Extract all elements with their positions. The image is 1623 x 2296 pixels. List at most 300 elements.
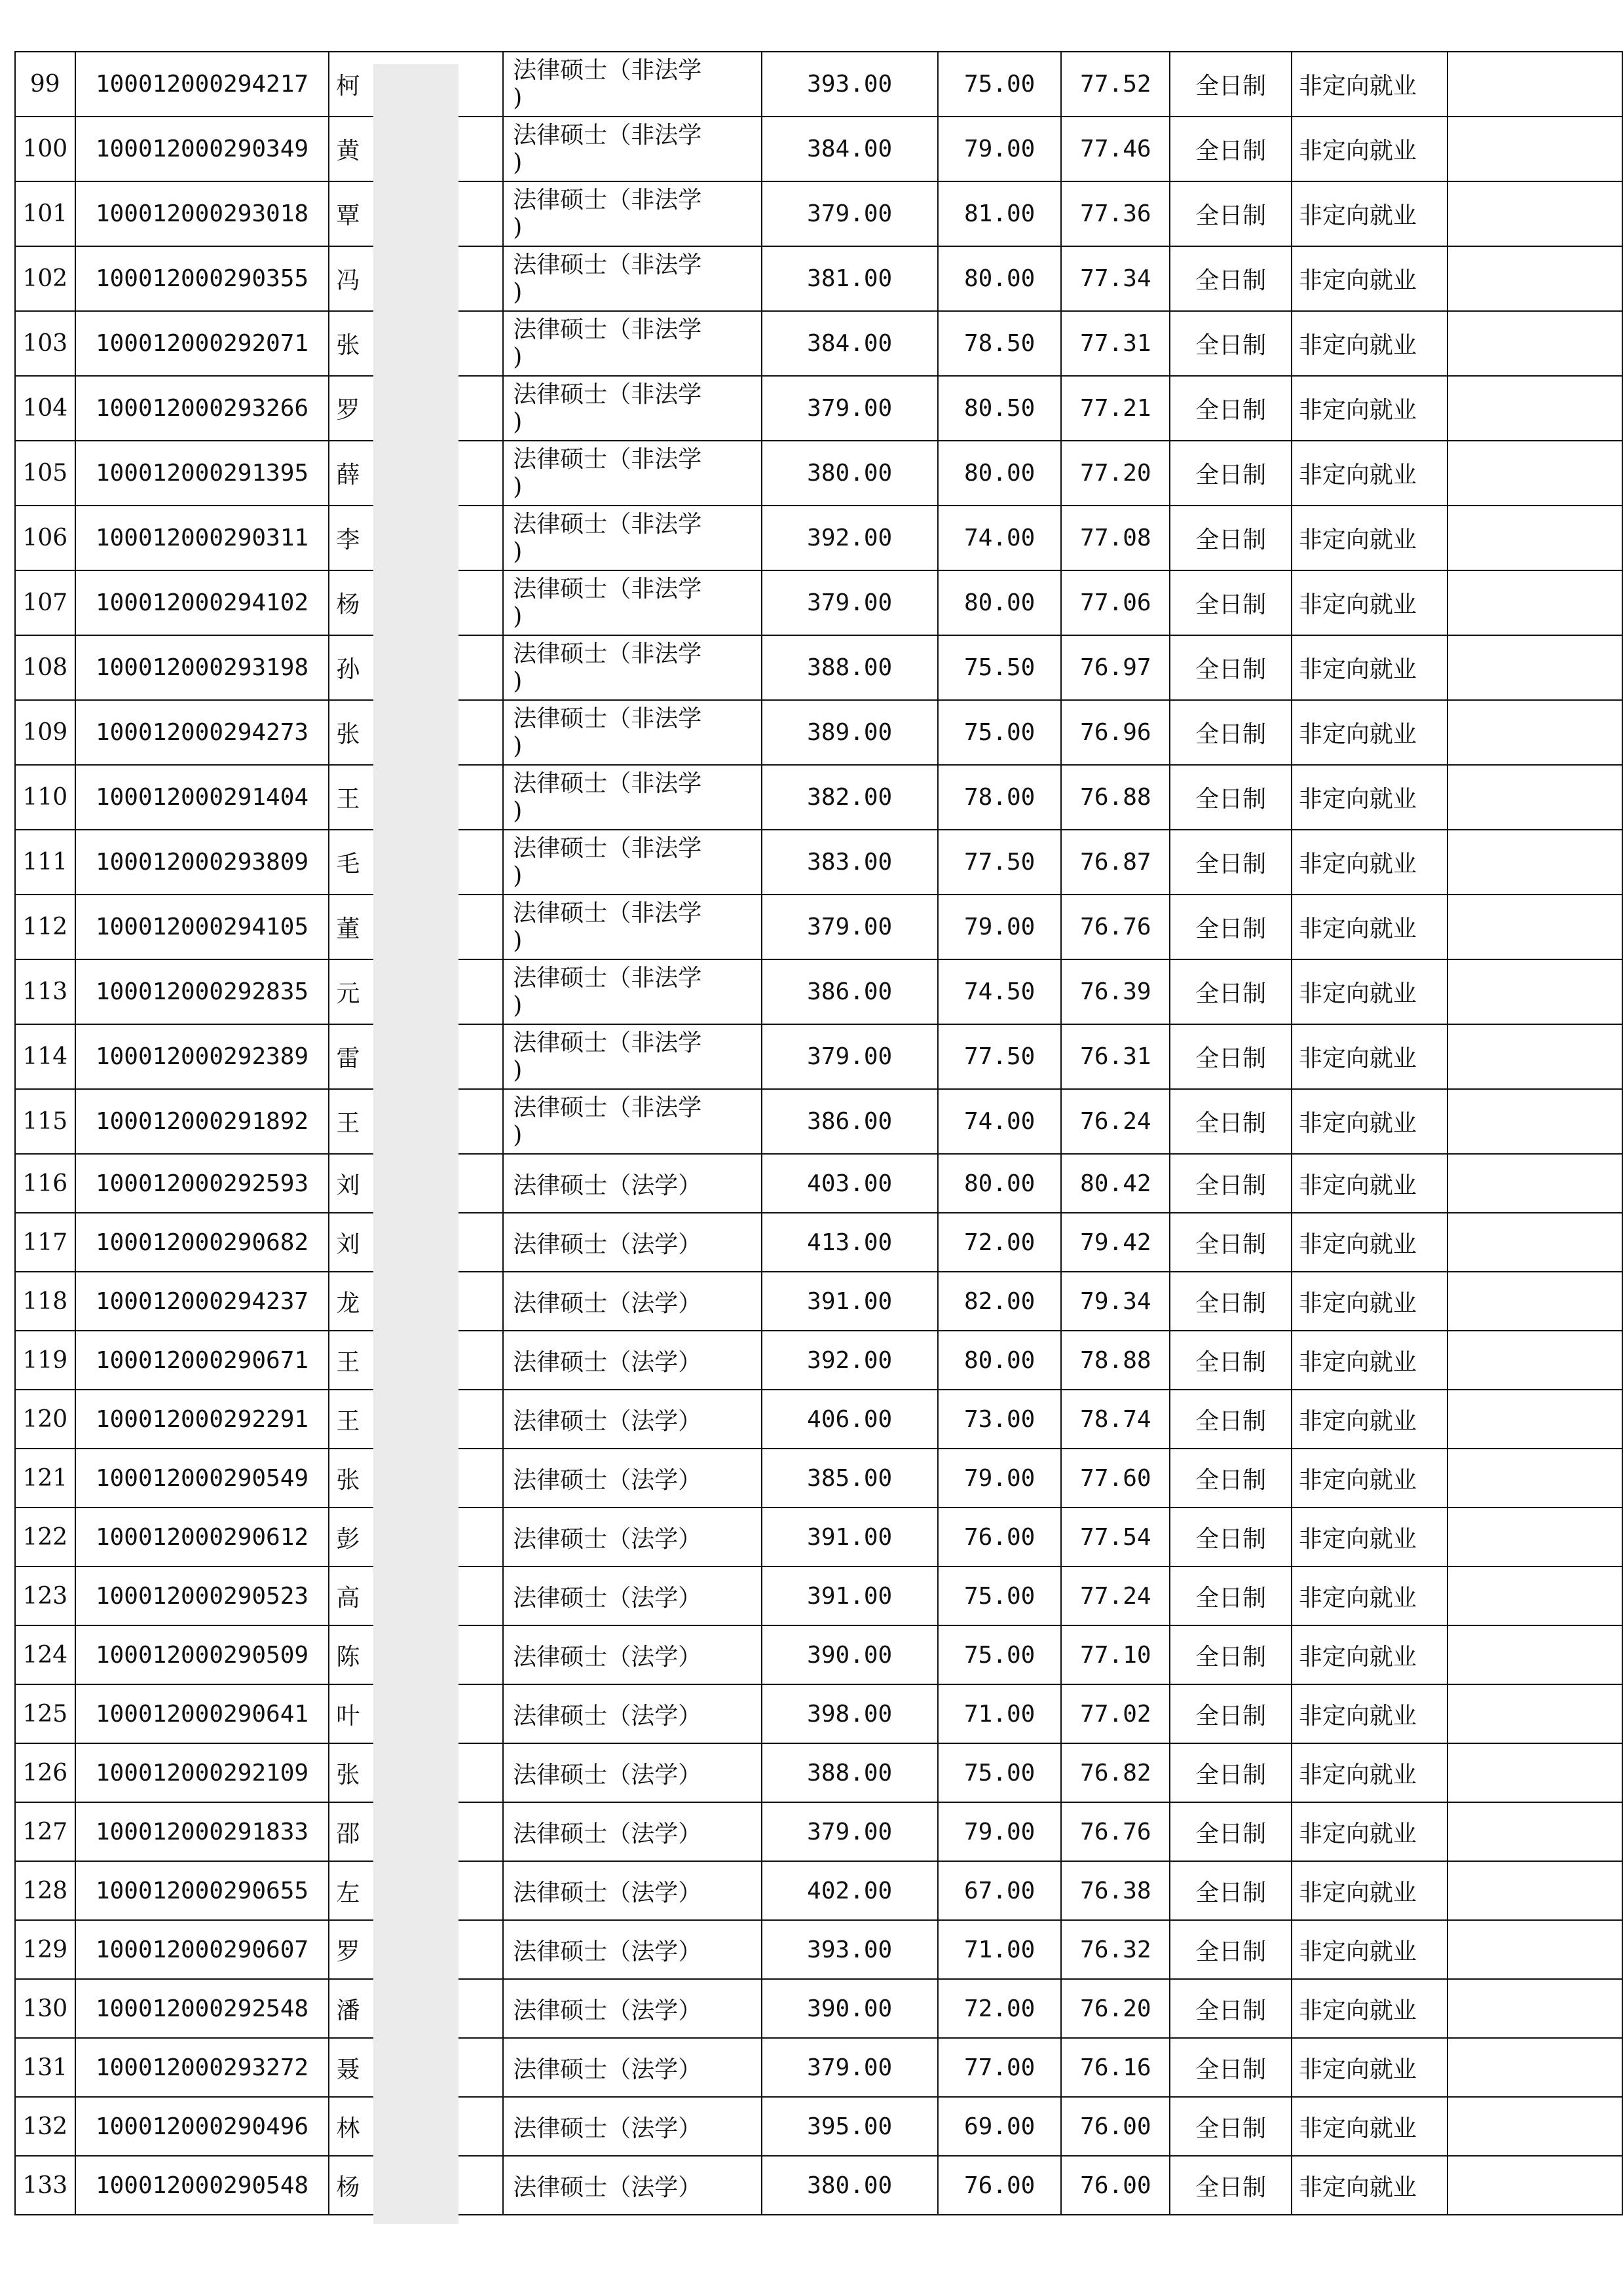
study-mode-cell	[1170, 181, 1292, 246]
interview-score-cell	[938, 1331, 1062, 1390]
total-score-text: 382.00	[807, 784, 893, 811]
employment-type-cell	[1292, 959, 1447, 1024]
interview-score-text: 76.00	[963, 2172, 1035, 2199]
total-score-text: 380.00	[807, 460, 893, 487]
row-number-cell	[15, 246, 75, 311]
major-text	[513, 965, 760, 1020]
major-cell	[503, 1213, 761, 1272]
employment-type-cell	[1292, 1272, 1447, 1331]
major-line-1: 法律硕士（非法学	[513, 510, 702, 538]
total-score-cell	[762, 311, 938, 376]
study-mode-text: 全日制	[1195, 2056, 1267, 2083]
row-number-text: 122	[22, 1523, 68, 1551]
employment-type-text: 非定向就业	[1298, 138, 1417, 164]
employment-type-text: 非定向就业	[1298, 2115, 1417, 2142]
employment-type-cell	[1292, 1508, 1447, 1566]
major-text	[513, 576, 760, 631]
remark-cell	[1447, 2038, 1622, 2097]
candidate-id-cell	[75, 1390, 329, 1449]
employment-type-cell	[1292, 1089, 1447, 1154]
total-score-text: 391.00	[807, 1523, 893, 1551]
table-row	[15, 246, 1622, 311]
row-number-text: 108	[22, 654, 68, 681]
major-line-1: 法律硕士（非法学	[513, 121, 702, 149]
major-text: 法律硕士（法学）	[513, 1231, 702, 1258]
major-text	[513, 705, 760, 760]
row-number-cell	[15, 1272, 75, 1331]
total-score-cell	[762, 2156, 938, 2215]
interview-score-cell	[938, 1566, 1062, 1625]
interview-score-text: 77.50	[963, 1043, 1035, 1070]
row-number-cell	[15, 181, 75, 246]
interview-score-text: 72.00	[963, 1229, 1035, 1256]
remark-cell	[1447, 52, 1622, 117]
major-text: 法律硕士（法学）	[513, 2174, 702, 2201]
employment-type-text: 非定向就业	[1298, 73, 1417, 100]
interview-score-text: 74.00	[963, 525, 1035, 551]
final-score-cell	[1061, 2156, 1170, 2215]
candidate-id-cell	[75, 765, 329, 830]
total-score-cell	[762, 181, 938, 246]
candidate-id-text: 100012000290548	[95, 2172, 309, 2199]
row-number-cell	[15, 1861, 75, 1920]
study-mode-text: 全日制	[1195, 332, 1267, 359]
interview-score-cell	[938, 1154, 1062, 1213]
interview-score-text: 77.00	[963, 2054, 1035, 2081]
total-score-cell	[762, 1213, 938, 1272]
study-mode-text: 全日制	[1195, 786, 1267, 813]
final-score-text: 77.34	[1080, 265, 1151, 292]
candidate-name-text: 刘	[336, 1172, 360, 1199]
remark-cell	[1447, 1154, 1622, 1213]
final-score-cell	[1061, 635, 1170, 700]
study-mode-text: 全日制	[1195, 1702, 1267, 1730]
candidate-id-cell	[75, 959, 329, 1024]
major-line-2: )	[513, 602, 523, 630]
interview-score-cell	[938, 959, 1062, 1024]
study-mode-cell	[1170, 246, 1292, 311]
candidate-id-text: 100012000292389	[95, 1043, 309, 1070]
study-mode-cell	[1170, 2156, 1292, 2215]
candidate-name-text: 冯	[336, 267, 360, 294]
remark-cell	[1447, 1625, 1622, 1684]
employment-type-cell	[1292, 1684, 1447, 1743]
total-score-text: 392.00	[807, 525, 893, 551]
major-line-2: )	[513, 991, 523, 1019]
total-score-text: 379.00	[807, 200, 893, 227]
remark-cell	[1447, 1331, 1622, 1390]
major-cell	[503, 570, 761, 635]
candidate-id-text: 100012000291404	[95, 784, 309, 811]
candidate-name-text: 邵	[336, 1820, 360, 1847]
candidate-name-text: 王	[336, 1348, 360, 1376]
total-score-text: 388.00	[807, 654, 893, 681]
total-score-text: 379.00	[807, 1043, 893, 1070]
study-mode-cell	[1170, 1920, 1292, 1979]
interview-score-cell	[938, 52, 1062, 117]
final-score-text: 76.82	[1080, 1759, 1151, 1787]
row-number-text: 100	[22, 136, 68, 162]
final-score-text: 78.88	[1080, 1346, 1151, 1374]
final-score-cell	[1061, 1920, 1170, 1979]
study-mode-text: 全日制	[1195, 1761, 1267, 1788]
employment-type-text: 非定向就业	[1298, 980, 1417, 1007]
major-line-1: 法律硕士（非法学	[513, 705, 702, 732]
total-score-text: 379.00	[807, 914, 893, 940]
major-line-1: 法律硕士（非法学	[513, 640, 702, 667]
interview-score-cell	[938, 1024, 1062, 1089]
interview-score-cell	[938, 1390, 1062, 1449]
candidate-id-text: 100012000290509	[95, 1641, 309, 1669]
candidate-id-cell	[75, 1920, 329, 1979]
study-mode-cell	[1170, 635, 1292, 700]
remark-cell	[1447, 181, 1622, 246]
study-mode-cell	[1170, 1272, 1292, 1331]
row-number-text: 117	[22, 1229, 68, 1256]
row-number-text: 115	[22, 1108, 68, 1135]
study-mode-text: 全日制	[1195, 1231, 1267, 1258]
total-score-text: 380.00	[807, 2172, 893, 2199]
candidate-id-cell	[75, 2038, 329, 2097]
major-cell	[503, 765, 761, 830]
employment-type-text: 非定向就业	[1298, 1172, 1417, 1199]
interview-score-cell	[938, 1272, 1062, 1331]
row-number-cell	[15, 1625, 75, 1684]
final-score-text: 77.36	[1080, 200, 1151, 227]
candidate-name-text: 王	[336, 1110, 360, 1137]
major-cell	[503, 441, 761, 506]
candidate-name-text: 黄	[336, 138, 360, 164]
major-line-1: 法律硕士（非法学	[513, 899, 702, 927]
final-score-cell	[1061, 1089, 1170, 1154]
major-line-2: )	[513, 538, 523, 565]
employment-type-cell	[1292, 1743, 1447, 1802]
interview-score-text: 79.00	[963, 136, 1035, 162]
employment-type-cell	[1292, 1625, 1447, 1684]
major-text: 法律硕士（法学）	[513, 1466, 702, 1494]
study-mode-text: 全日制	[1195, 851, 1267, 878]
major-line-1: 法律硕士（非法学	[513, 445, 702, 473]
employment-type-cell	[1292, 765, 1447, 830]
major-line-1: 法律硕士（非法学	[513, 964, 702, 991]
employment-type-text: 非定向就业	[1298, 1289, 1417, 1317]
interview-score-text: 75.00	[963, 71, 1035, 98]
final-score-cell	[1061, 765, 1170, 830]
candidate-id-cell	[75, 1449, 329, 1508]
total-score-text: 393.00	[807, 1936, 893, 1963]
major-cell	[503, 181, 761, 246]
candidate-id-cell	[75, 311, 329, 376]
row-number-text: 106	[22, 525, 68, 551]
major-line-1: 法律硕士（非法学	[513, 575, 702, 602]
major-cell	[503, 2038, 761, 2097]
candidate-id-text: 100012000293266	[95, 395, 309, 422]
study-mode-cell	[1170, 1390, 1292, 1449]
total-score-text: 398.00	[807, 1700, 893, 1728]
table-row	[15, 765, 1622, 830]
table-row	[15, 1089, 1622, 1154]
remark-cell	[1447, 1024, 1622, 1089]
candidate-id-cell	[75, 376, 329, 441]
candidate-id-cell	[75, 700, 329, 765]
study-mode-text: 全日制	[1195, 462, 1267, 489]
major-line-2: )	[513, 862, 523, 889]
candidate-name-text: 潘	[336, 1997, 360, 2024]
interview-score-cell	[938, 506, 1062, 570]
total-score-cell	[762, 441, 938, 506]
row-number-text: 125	[22, 1700, 68, 1728]
remark-cell	[1447, 246, 1622, 311]
remark-cell	[1447, 311, 1622, 376]
final-score-cell	[1061, 311, 1170, 376]
final-score-cell	[1061, 700, 1170, 765]
row-number-cell	[15, 1449, 75, 1508]
study-mode-cell	[1170, 895, 1292, 959]
major-cell	[503, 311, 761, 376]
table-row	[15, 2038, 1622, 2097]
major-line-2: )	[513, 1121, 523, 1149]
total-score-cell	[762, 959, 938, 1024]
total-score-cell	[762, 635, 938, 700]
interview-score-text: 75.00	[963, 1582, 1035, 1610]
table-row	[15, 1802, 1622, 1861]
interview-score-cell	[938, 1861, 1062, 1920]
employment-type-cell	[1292, 506, 1447, 570]
candidate-id-text: 100012000294273	[95, 719, 309, 746]
row-number-text: 114	[22, 1043, 68, 1070]
interview-score-cell	[938, 376, 1062, 441]
row-number-text: 119	[22, 1346, 68, 1374]
interview-score-text: 80.00	[963, 460, 1035, 487]
major-cell	[503, 1979, 761, 2038]
candidate-id-text: 100012000290641	[95, 1700, 309, 1728]
study-mode-cell	[1170, 1508, 1292, 1566]
major-text: 法律硕士（法学）	[513, 1938, 702, 1965]
interview-score-text: 76.00	[963, 1523, 1035, 1551]
row-number-cell	[15, 1508, 75, 1566]
major-line-2: )	[513, 84, 523, 111]
major-line-1: 法律硕士（非法学	[513, 1029, 702, 1056]
interview-score-text: 80.00	[963, 265, 1035, 292]
candidate-id-text: 100012000294237	[95, 1287, 309, 1315]
major-text: 法律硕士（法学）	[513, 1643, 702, 1671]
employment-type-text: 非定向就业	[1298, 332, 1417, 359]
total-score-text: 388.00	[807, 1759, 893, 1787]
total-score-cell	[762, 1979, 938, 2038]
major-cell	[503, 1154, 761, 1213]
candidate-name-text: 元	[336, 980, 360, 1007]
final-score-text: 77.24	[1080, 1582, 1151, 1610]
total-score-text: 381.00	[807, 265, 893, 292]
total-score-cell	[762, 1390, 938, 1449]
table-row	[15, 570, 1622, 635]
candidate-id-text: 100012000290682	[95, 1229, 309, 1256]
row-number-text: 131	[22, 2054, 68, 2081]
final-score-text: 76.76	[1080, 1818, 1151, 1845]
total-score-text: 384.00	[807, 330, 893, 357]
row-number-text: 124	[22, 1641, 68, 1669]
employment-type-cell	[1292, 635, 1447, 700]
final-score-text: 76.38	[1080, 1877, 1151, 1904]
row-number-cell	[15, 1089, 75, 1154]
interview-score-text: 82.00	[963, 1287, 1035, 1315]
interview-score-text: 78.50	[963, 330, 1035, 357]
candidate-name-text: 林	[336, 2115, 360, 2142]
candidate-name-text: 张	[336, 1466, 360, 1494]
major-line-1: 法律硕士（非法学	[513, 56, 702, 84]
study-mode-text: 全日制	[1195, 2115, 1267, 2142]
major-text: 法律硕士（法学）	[513, 2115, 702, 2142]
candidate-name-text: 罗	[336, 1938, 360, 1965]
major-line-2: )	[513, 1056, 523, 1084]
row-number-text: 133	[22, 2172, 68, 2199]
major-text: 法律硕士（法学）	[513, 1525, 702, 1553]
remark-cell	[1447, 570, 1622, 635]
table-row	[15, 959, 1622, 1024]
candidate-name-text: 覃	[336, 202, 360, 229]
employment-type-cell	[1292, 1449, 1447, 1508]
total-score-text: 393.00	[807, 71, 893, 98]
major-text	[513, 57, 760, 112]
table-row	[15, 1390, 1622, 1449]
table-row	[15, 1861, 1622, 1920]
table-row	[15, 181, 1622, 246]
final-score-text: 76.97	[1080, 654, 1151, 681]
study-mode-text: 全日制	[1195, 1643, 1267, 1671]
study-mode-cell	[1170, 1625, 1292, 1684]
table-row	[15, 1508, 1622, 1566]
row-number-text: 126	[22, 1759, 68, 1787]
study-mode-cell	[1170, 1449, 1292, 1508]
candidate-id-text: 100012000293198	[95, 654, 309, 681]
study-mode-text: 全日制	[1195, 1938, 1267, 1965]
remark-cell	[1447, 1979, 1622, 2038]
employment-type-cell	[1292, 2156, 1447, 2215]
candidate-id-text: 100012000290549	[95, 1464, 309, 1492]
total-score-cell	[762, 1566, 938, 1625]
row-number-cell	[15, 506, 75, 570]
candidate-id-cell	[75, 1979, 329, 2038]
remark-cell	[1447, 441, 1622, 506]
interview-score-cell	[938, 1802, 1062, 1861]
row-number-text: 129	[22, 1936, 68, 1963]
row-number-cell	[15, 1920, 75, 1979]
major-line-2: )	[513, 149, 523, 176]
study-mode-cell	[1170, 700, 1292, 765]
candidate-id-text: 100012000294217	[95, 71, 309, 98]
employment-type-cell	[1292, 1213, 1447, 1272]
final-score-text: 77.20	[1080, 460, 1151, 487]
major-line-2: )	[513, 797, 523, 824]
major-text	[513, 251, 760, 306]
interview-score-cell	[938, 2156, 1062, 2215]
candidate-name-text: 龙	[336, 1289, 360, 1317]
study-mode-text: 全日制	[1195, 591, 1267, 618]
interview-score-cell	[938, 2038, 1062, 2097]
study-mode-text: 全日制	[1195, 397, 1267, 424]
interview-score-cell	[938, 1743, 1062, 1802]
row-number-cell	[15, 959, 75, 1024]
employment-type-cell	[1292, 895, 1447, 959]
total-score-text: 391.00	[807, 1287, 893, 1315]
employment-type-text: 非定向就业	[1298, 786, 1417, 813]
candidate-id-text: 100012000291833	[95, 1818, 309, 1845]
row-number-cell	[15, 1802, 75, 1861]
remark-cell	[1447, 2156, 1622, 2215]
row-number-text: 113	[22, 978, 68, 1005]
final-score-text: 77.10	[1080, 1641, 1151, 1669]
row-number-cell	[15, 376, 75, 441]
interview-score-cell	[938, 700, 1062, 765]
interview-score-text: 75.00	[963, 719, 1035, 746]
row-number-text: 123	[22, 1582, 68, 1610]
remark-cell	[1447, 1920, 1622, 1979]
final-score-cell	[1061, 1802, 1170, 1861]
final-score-text: 76.76	[1080, 914, 1151, 940]
candidate-id-cell	[75, 1272, 329, 1331]
interview-score-text: 72.00	[963, 1995, 1035, 2022]
row-number-cell	[15, 311, 75, 376]
employment-type-text: 非定向就业	[1298, 1761, 1417, 1788]
employment-type-text: 非定向就业	[1298, 1997, 1417, 2024]
employment-type-text: 非定向就业	[1298, 1045, 1417, 1072]
total-score-cell	[762, 1154, 938, 1213]
total-score-cell	[762, 765, 938, 830]
study-mode-text: 全日制	[1195, 2174, 1267, 2201]
candidate-name-text: 左	[336, 1879, 360, 1906]
row-number-text: 132	[22, 2113, 68, 2140]
candidate-name-text: 王	[336, 786, 360, 813]
study-mode-text: 全日制	[1195, 1289, 1267, 1317]
row-number-text: 118	[22, 1287, 68, 1315]
employment-type-text: 非定向就业	[1298, 591, 1417, 618]
candidate-id-text: 100012000291395	[95, 460, 309, 487]
interview-score-text: 75.50	[963, 654, 1035, 681]
employment-type-cell	[1292, 441, 1447, 506]
major-text: 法律硕士（法学）	[513, 1761, 702, 1788]
major-cell	[503, 52, 761, 117]
study-mode-text: 全日制	[1195, 1407, 1267, 1435]
major-cell	[503, 1024, 761, 1089]
total-score-cell	[762, 1684, 938, 1743]
study-mode-text: 全日制	[1195, 1584, 1267, 1612]
interview-score-cell	[938, 311, 1062, 376]
row-number-cell	[15, 570, 75, 635]
candidate-name-text: 毛	[336, 851, 360, 878]
employment-type-cell	[1292, 1802, 1447, 1861]
interview-score-cell	[938, 1089, 1062, 1154]
interview-score-cell	[938, 830, 1062, 895]
major-text	[513, 187, 760, 242]
table-row	[15, 1331, 1622, 1390]
row-number-cell	[15, 1390, 75, 1449]
total-score-cell	[762, 52, 938, 117]
final-score-text: 76.32	[1080, 1936, 1151, 1963]
major-cell	[503, 895, 761, 959]
final-score-text: 77.60	[1080, 1464, 1151, 1492]
row-number-text: 109	[22, 719, 68, 746]
final-score-cell	[1061, 2038, 1170, 2097]
candidate-id-text: 100012000293018	[95, 200, 309, 227]
major-text	[513, 900, 760, 955]
interview-score-text: 80.00	[963, 1346, 1035, 1374]
row-number-cell	[15, 2038, 75, 2097]
interview-score-cell	[938, 1684, 1062, 1743]
remark-cell	[1447, 830, 1622, 895]
candidate-name-text: 张	[336, 1761, 360, 1788]
final-score-cell	[1061, 895, 1170, 959]
candidate-id-text: 100012000292835	[95, 978, 309, 1005]
